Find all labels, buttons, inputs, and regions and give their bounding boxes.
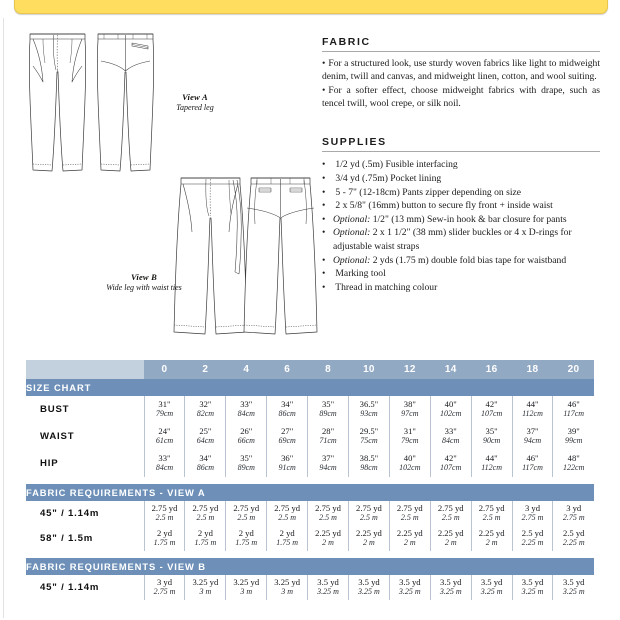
table-cell	[553, 526, 594, 551]
supplies-list	[322, 158, 600, 294]
value-imperial: 38.5"	[359, 453, 379, 464]
table-cell	[471, 575, 512, 600]
size-header-cell: 14	[430, 360, 471, 379]
value-metric: 64cm	[196, 435, 215, 445]
value-metric: 93cm	[360, 408, 378, 418]
table-cell	[348, 396, 389, 423]
value-imperial: 37"	[526, 426, 539, 437]
value-imperial: 3.5 yd	[439, 577, 462, 588]
value-imperial: 36"	[281, 453, 294, 464]
table-row	[26, 501, 594, 526]
table-spacer	[26, 477, 594, 484]
value-metric: 61cm	[155, 435, 174, 445]
value-imperial: 3.25 yd	[233, 577, 260, 588]
supply-optional-tag: Optional:	[333, 213, 371, 225]
value-imperial: 3.5 yd	[480, 577, 503, 588]
value-metric: 3.25 m	[480, 586, 503, 596]
fabric-heading: FABRIC	[322, 36, 371, 48]
value-imperial: 26"	[240, 426, 253, 437]
size-header-cell: 16	[471, 360, 512, 379]
value-metric: 75cm	[360, 435, 378, 445]
size-header-cell: 10	[348, 360, 389, 379]
value-imperial: 2.75 yd	[315, 503, 341, 514]
table-cell	[348, 575, 389, 600]
value-imperial: 3.25 yd	[274, 577, 301, 588]
value-metric: 98cm	[360, 462, 378, 472]
view-b-title: View B	[131, 272, 157, 282]
table-cell	[389, 450, 430, 477]
supplies-divider	[322, 151, 600, 152]
table-cell	[389, 423, 430, 450]
value-imperial: 2 yd	[197, 528, 213, 539]
supply-text: 2 yds (1.75 m) double fold bias tape for waistband	[372, 254, 567, 266]
view-b-subtitle: Wide leg with waist ties	[106, 282, 182, 292]
table-cell	[267, 423, 308, 450]
value-metric: 2.75 m	[153, 586, 176, 596]
table-cell	[348, 450, 389, 477]
table-cell	[512, 423, 553, 450]
value-imperial: 33"	[158, 453, 171, 464]
table-cell	[389, 396, 430, 423]
table-cell	[512, 396, 553, 423]
value-imperial: 48"	[567, 453, 580, 464]
value-metric: 2.5 m	[482, 512, 501, 522]
value-imperial: 2.25 yd	[396, 528, 423, 539]
value-imperial: 44"	[485, 453, 498, 464]
value-metric: 97cm	[401, 408, 419, 418]
table-cell	[308, 450, 349, 477]
value-metric: 82cm	[196, 408, 215, 418]
value-imperial: 27"	[281, 426, 294, 437]
table-cell	[267, 450, 308, 477]
value-metric: 102cm	[399, 462, 421, 472]
value-metric: 94cm	[319, 462, 337, 472]
value-metric: 1.75 m	[276, 537, 299, 547]
value-imperial: 34"	[281, 399, 294, 410]
fabric-bullet-text: For a structured look, use sturdy woven fabrics like light to midweight denim, twill and canvas, and midweight linen, cotton, and wool suiting.	[322, 58, 600, 82]
table-cell	[144, 526, 185, 551]
value-metric: 3.25 m	[398, 586, 421, 596]
value-metric: 117cm	[563, 408, 585, 418]
value-imperial: 33"	[240, 399, 253, 410]
value-imperial: 2 yd	[156, 528, 172, 539]
value-imperial: 3.5 yd	[358, 577, 380, 588]
value-imperial: 2.5 yd	[521, 528, 544, 539]
size-header-cell: 12	[389, 360, 430, 379]
value-imperial: 2.75 yd	[151, 503, 178, 514]
table-cell	[308, 423, 349, 450]
value-imperial: 24"	[158, 426, 171, 437]
table-cell	[185, 396, 226, 423]
table-cell	[267, 396, 308, 423]
value-metric: 3 m	[199, 586, 212, 596]
value-metric: 2.75 m	[521, 512, 544, 522]
value-imperial: 40"	[403, 453, 416, 464]
row-label: BUST	[40, 404, 70, 415]
table-cell	[430, 501, 471, 526]
table-cell	[267, 575, 308, 600]
value-imperial: 40"	[444, 399, 457, 410]
supply-text: 1/2" (13 mm) Sew-in hook & bar closure for pants	[372, 213, 567, 225]
table-cell	[185, 526, 226, 551]
row-label: 45" / 1.14m	[40, 582, 100, 593]
value-metric: 3.25 m	[562, 586, 585, 596]
table-cell	[389, 575, 430, 600]
table-cell	[185, 501, 226, 526]
value-imperial: 3.5 yd	[317, 577, 339, 588]
table-cell	[226, 450, 267, 477]
view-b-caption	[102, 272, 186, 293]
value-imperial: 35"	[240, 453, 253, 464]
value-imperial: 2.5 yd	[562, 528, 585, 539]
value-imperial: 3.5 yd	[399, 577, 421, 588]
table-cell	[512, 501, 553, 526]
value-imperial: 3 yd	[566, 503, 582, 514]
table-row	[26, 379, 594, 396]
table-cell	[226, 501, 267, 526]
view-b-pants-illustration	[173, 168, 321, 346]
table-cell	[471, 526, 512, 551]
value-metric: 2.5 m	[319, 512, 337, 522]
table-row	[26, 484, 594, 501]
value-imperial: 3.5 yd	[562, 577, 585, 588]
value-metric: 2.5 m	[360, 512, 378, 522]
table-row	[26, 526, 594, 551]
value-imperial: 3.5 yd	[521, 577, 544, 588]
table-cell	[512, 526, 553, 551]
value-metric: 94cm	[523, 435, 542, 445]
value-metric: 2.25 m	[562, 537, 585, 547]
table-cell	[553, 396, 594, 423]
table-cell	[144, 396, 185, 423]
table-cell	[226, 423, 267, 450]
value-metric: 2.75 m	[562, 512, 585, 522]
table-cell	[430, 423, 471, 450]
table-cell	[185, 575, 226, 600]
measurement-tables	[26, 360, 594, 600]
table-cell	[144, 423, 185, 450]
table-cell	[553, 575, 594, 600]
row-label: 58" / 1.5m	[40, 533, 94, 544]
table-cell	[389, 501, 430, 526]
table-cell	[308, 575, 349, 600]
value-imperial: 3 yd	[524, 503, 541, 514]
table-row	[26, 423, 594, 450]
view-a-pants-illustration	[22, 26, 162, 186]
value-imperial: 29.5"	[359, 426, 379, 437]
value-metric: 84cm	[442, 435, 460, 445]
value-imperial: 2.75 yd	[274, 503, 301, 514]
value-imperial: 36.5"	[359, 399, 379, 410]
supplies-heading: SUPPLIES	[322, 136, 387, 149]
table-row	[26, 575, 594, 600]
value-metric: 2.5 m	[278, 512, 297, 522]
value-metric: 3.25 m	[439, 586, 462, 596]
table-cell	[226, 526, 267, 551]
supply-text: Thread in matching colour	[335, 281, 438, 293]
size-chart-band: SIZE CHART	[26, 379, 594, 396]
value-imperial: 25"	[199, 426, 212, 437]
value-metric: 91cm	[278, 462, 296, 472]
value-metric: 84cm	[155, 462, 174, 472]
table-cell	[348, 423, 389, 450]
value-metric: 1.75 m	[153, 537, 176, 547]
supply-text: Marking tool	[335, 268, 386, 280]
fabric-bullet: • For a softer effect, choose midweight fabrics with drape, such as tencel twill, wool crepe, or silk noil.	[322, 84, 600, 109]
value-metric: 86cm	[196, 462, 215, 472]
value-metric: 122cm	[563, 462, 585, 472]
information-column	[322, 36, 600, 294]
value-imperial: 46"	[567, 399, 580, 410]
value-metric: 90cm	[482, 435, 501, 445]
value-imperial: 38"	[403, 399, 416, 410]
supply-optional-tag: Optional:	[333, 227, 371, 239]
value-imperial: 2.25 yd	[437, 528, 464, 539]
table-cell	[144, 450, 185, 477]
value-metric: 2.5 m	[441, 512, 460, 522]
view-b-requirements-band: FABRIC REQUIREMENTS - VIEW B	[26, 558, 594, 575]
value-metric: 2 m	[363, 537, 375, 547]
table-cell	[348, 501, 389, 526]
table-cell	[430, 450, 471, 477]
table-cell	[553, 450, 594, 477]
table-cell	[471, 423, 512, 450]
table-cell	[267, 526, 308, 551]
list-item	[322, 281, 600, 295]
list-item	[322, 186, 600, 200]
value-imperial: 3.25 yd	[192, 577, 219, 588]
table-cell	[348, 526, 389, 551]
value-metric: 2 m	[322, 537, 334, 547]
value-metric: 1.75 m	[194, 537, 217, 547]
fabric-bullet-text: For a softer effect, choose midweight fabrics with drape, such as tencel twill, wool crepe, or silk noil.	[322, 84, 600, 109]
value-metric: 99cm	[565, 435, 583, 445]
supply-text: 3/4 yd (.75m) Pocket lining	[335, 172, 442, 184]
value-metric: 2 m	[485, 537, 498, 547]
value-imperial: 2.25 yd	[315, 528, 341, 539]
table-cell	[471, 501, 512, 526]
supply-text: 5 - 7" (12-18cm) Pants zipper depending on size	[335, 186, 522, 198]
fabric-divider	[322, 51, 600, 52]
value-metric: 79cm	[401, 435, 419, 445]
value-imperial: 37"	[321, 453, 335, 464]
table-cell	[308, 526, 349, 551]
value-metric: 2.5 m	[237, 512, 256, 522]
value-imperial: 2.75 yd	[437, 503, 464, 514]
value-imperial: 35"	[485, 426, 498, 437]
table-cell	[267, 501, 308, 526]
view-a-title: View A	[182, 92, 208, 102]
value-metric: 2.5 m	[155, 512, 174, 522]
value-imperial: 2 yd	[238, 528, 254, 539]
value-metric: 3.25 m	[521, 586, 544, 596]
value-imperial: 46"	[526, 453, 539, 464]
table-cell	[144, 501, 185, 526]
size-and-fabric-table	[26, 360, 594, 600]
size-header-cell: 0	[144, 360, 185, 379]
supply-text: 1/2 yd (.5m) Fusible interfacing	[335, 159, 458, 171]
value-metric: 3.25 m	[317, 586, 339, 596]
value-metric: 107cm	[480, 408, 503, 418]
size-header-cell: 4	[226, 360, 267, 379]
list-item	[322, 267, 600, 281]
supplies-section	[322, 136, 600, 294]
list-item	[322, 213, 600, 227]
value-imperial: 44"	[526, 399, 539, 410]
value-metric: 89cm	[237, 462, 255, 472]
table-row	[26, 396, 594, 423]
value-metric: 2 m	[444, 537, 457, 547]
value-imperial: 28"	[321, 426, 335, 437]
value-metric: 112cm	[522, 408, 543, 418]
table-cell	[185, 423, 226, 450]
technical-flat-illustrations	[8, 22, 318, 347]
row-label: WAIST	[40, 431, 75, 442]
list-item	[322, 254, 600, 268]
value-metric: 102cm	[440, 408, 462, 418]
value-imperial: 33"	[444, 426, 457, 437]
table-row	[26, 360, 594, 379]
value-imperial: 34"	[199, 453, 212, 464]
value-metric: 2.25 m	[521, 537, 544, 547]
value-metric: 71cm	[319, 435, 337, 445]
value-metric: 3 m	[281, 586, 294, 596]
value-imperial: 2.75 yd	[478, 503, 505, 514]
view-a-requirements-band: FABRIC REQUIREMENTS - VIEW A	[26, 484, 594, 501]
value-imperial: 32"	[199, 399, 212, 410]
value-imperial: 31"	[158, 399, 171, 410]
table-cell	[430, 526, 471, 551]
value-imperial: 35"	[321, 399, 335, 410]
list-item	[322, 158, 600, 172]
value-metric: 79cm	[155, 408, 174, 418]
value-imperial: 2.25 yd	[356, 528, 382, 539]
table-cell	[226, 575, 267, 600]
value-metric: 112cm	[481, 462, 502, 472]
value-metric: 86cm	[278, 408, 296, 418]
view-a-caption	[160, 92, 230, 113]
supply-text: 2 x 5/8" (16mm) button to secure fly front + inside waist	[335, 200, 553, 212]
value-metric: 84cm	[237, 408, 255, 418]
table-cell	[553, 423, 594, 450]
table-cell	[430, 396, 471, 423]
table-cell	[308, 501, 349, 526]
value-imperial: 2.75 yd	[396, 503, 423, 514]
value-imperial: 31"	[403, 426, 416, 437]
value-imperial: 2.75 yd	[192, 503, 219, 514]
table-cell	[512, 575, 553, 600]
page-left-rule	[3, 18, 4, 618]
value-metric: 3 m	[240, 586, 253, 596]
size-header-cell: 20	[553, 360, 594, 379]
table-cell	[308, 396, 349, 423]
table-cell	[226, 396, 267, 423]
table-cell	[430, 575, 471, 600]
table-row	[26, 450, 594, 477]
row-label: 45" / 1.14m	[40, 508, 100, 519]
row-label: HIP	[40, 458, 59, 469]
value-metric: 3.25 m	[358, 586, 380, 596]
value-metric: 107cm	[440, 462, 462, 472]
value-imperial: 42"	[485, 399, 498, 410]
table-row	[26, 558, 594, 575]
table-cell	[185, 450, 226, 477]
supply-text: 2 x 1 1/2" (38 mm) slider buckles or 4 x D-rings for adjustable waist straps	[333, 227, 572, 253]
table-cell	[553, 501, 594, 526]
fabric-section	[322, 36, 600, 110]
table-cell	[512, 450, 553, 477]
view-a-subtitle: Tapered leg	[176, 102, 214, 112]
value-imperial: 2.25 yd	[478, 528, 505, 539]
value-imperial: 39"	[567, 426, 580, 437]
value-imperial: 42"	[444, 453, 457, 464]
list-item	[322, 199, 600, 213]
table-cell	[389, 526, 430, 551]
value-metric: 69cm	[278, 435, 296, 445]
value-metric: 2 m	[403, 537, 416, 547]
value-metric: 89cm	[319, 408, 337, 418]
supply-optional-tag: Optional:	[333, 254, 371, 266]
fabric-bullet: • For a structured look, use sturdy woven fabrics like light to midweight denim, twill and canvas, and midweight linen, cotton, and wool suiting.	[322, 58, 600, 82]
value-imperial: 2 yd	[279, 528, 295, 539]
value-metric: 2.5 m	[196, 512, 215, 522]
value-metric: 66cm	[237, 435, 255, 445]
size-header-cell: 6	[267, 360, 308, 379]
value-metric: 1.75 m	[235, 537, 258, 547]
table-corner-cell	[26, 360, 144, 379]
table-cell	[471, 396, 512, 423]
table-spacer	[26, 551, 594, 558]
value-imperial: 3 yd	[156, 577, 172, 588]
list-item	[322, 226, 600, 253]
list-item	[322, 172, 600, 186]
value-metric: 117cm	[522, 462, 543, 472]
value-imperial: 2.75 yd	[356, 503, 382, 514]
size-header-cell: 8	[308, 360, 349, 379]
size-header-cell: 18	[512, 360, 553, 379]
yellow-top-banner	[14, 0, 608, 14]
table-cell	[144, 575, 185, 600]
table-cell	[471, 450, 512, 477]
value-metric: 2.5 m	[400, 512, 419, 522]
size-header-cell: 2	[185, 360, 226, 379]
value-imperial: 2.75 yd	[233, 503, 260, 514]
